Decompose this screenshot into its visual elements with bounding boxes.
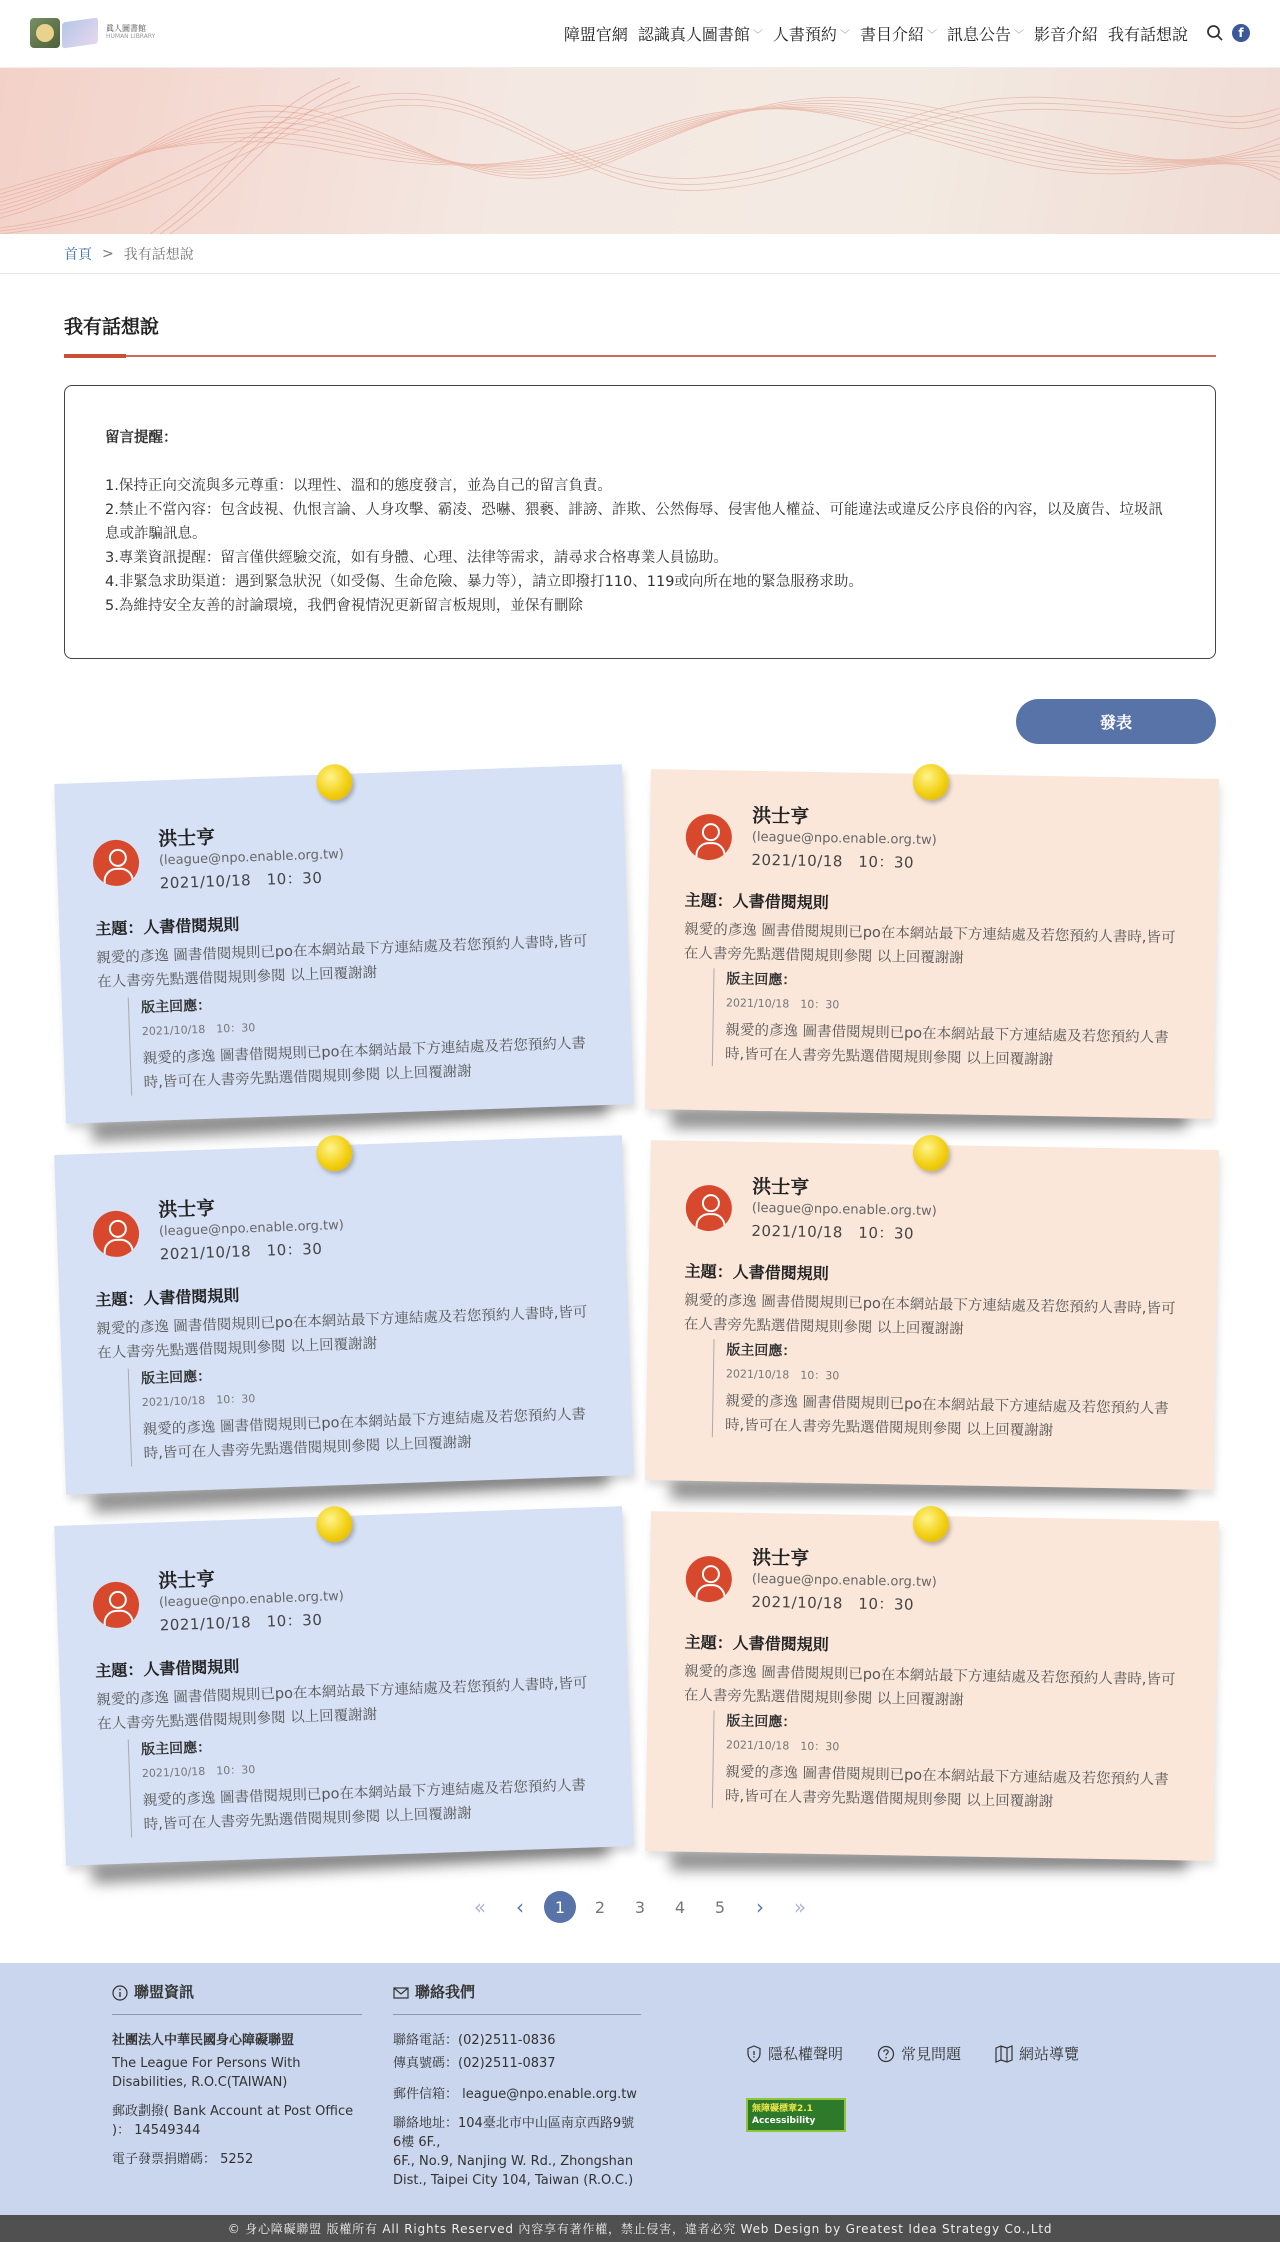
page-title-section — [64, 312, 1216, 357]
post-body: 親愛的彥逸 圖書借閱規則已po在本網站最下方連結處及若您預約人書時,皆可在人書旁先點選借閱規則參閱 以上回覆謝謝 — [96, 933, 588, 991]
poster-name: 洪士亨 — [157, 826, 216, 851]
banner-wave-graphic — [0, 68, 1280, 234]
site-logo[interactable] — [30, 14, 182, 52]
reply-date: 2021/10/18 10：30 — [725, 1738, 840, 1754]
reply-date: 2021/10/18 10：30 — [141, 1392, 256, 1410]
org-name-en: The League For Persons With Disabilities, R.O.C(TAIWAN) — [112, 2056, 301, 2090]
post-subject: 主題：人書借閱規則 — [94, 914, 240, 939]
breadcrumb-current: 我有話想說 — [123, 246, 194, 263]
notice-line: 4.非緊急求助渠道：遇到緊急狀況（如受傷、生命危險、暴力等），請立即撥打110、119或向所在地的緊急服務求助。 — [105, 574, 863, 590]
message-card — [54, 1135, 634, 1495]
nav-item-about[interactable]: 認識真人圖書館 ﹀ — [637, 25, 763, 44]
page-title: 我有話想說 — [64, 316, 160, 338]
post-subject: 主題：人書借閱規則 — [684, 1632, 829, 1655]
pushpin-icon — [316, 764, 353, 801]
nav-item-message-board[interactable]: 我有話想說 — [1107, 25, 1188, 44]
notice-line: 5.為維持安全友善的討論環境，我們會視情況更新留言板規則，並保有刪除 — [105, 598, 583, 614]
title-underline — [64, 355, 1216, 357]
reply-body: 親愛的彥逸 圖書借閱規則已po在本網站最下方連結處及若您預約人書時,皆可在人書旁先點選借閱規則參閱 以上回覆謝謝 — [724, 1022, 1169, 1069]
message-card — [54, 1506, 634, 1866]
pushpin-icon — [913, 1135, 950, 1172]
poster-email: (league@npo.enable.org.tw) — [751, 829, 937, 849]
moderator-reply — [712, 1710, 1186, 1816]
notice-title: 留言提醒： — [105, 430, 178, 446]
reply-date: 2021/10/18 10：30 — [725, 996, 840, 1012]
main-nav — [564, 22, 1188, 45]
reply-body: 親愛的彥逸 圖書借閱規則已po在本網站最下方連結處及若您預約人書時,皆可在人書旁先點選借閱規則參閱 以上回覆謝謝 — [724, 1393, 1169, 1440]
post-date: 2021/10/18 10：30 — [751, 850, 915, 872]
poster-name: 洪士亨 — [157, 1197, 216, 1222]
nav-item-news[interactable]: 訊息公告 ﹀ — [946, 25, 1024, 44]
moderator-reply — [712, 968, 1186, 1074]
poster-email: (league@npo.enable.org.tw) — [751, 1200, 937, 1220]
message-card — [645, 1140, 1219, 1490]
chevron-down-icon: ﹀ — [839, 30, 850, 41]
user-avatar-icon — [685, 814, 732, 861]
nav-item-official-site[interactable]: 障盟官網 — [563, 25, 628, 44]
post-body: 親愛的彥逸 圖書借閱規則已po在本網站最下方連結處及若您預約人書時,皆可在人書旁先點選借閱規則參閱 以上回覆謝謝 — [96, 1675, 588, 1733]
reply-date: 2021/10/18 10：30 — [141, 1021, 256, 1039]
nav-item-booking[interactable]: 人書預約 ﹀ — [772, 25, 850, 44]
post-date: 2021/10/18 10：30 — [751, 1592, 915, 1614]
post-body: 親愛的彥逸 圖書借閱規則已po在本網站最下方連結處及若您預約人書時,皆可在人書旁先點選借閱規則參閱 以上回覆謝謝 — [683, 1663, 1176, 1709]
info-icon — [112, 1985, 128, 2001]
chevron-down-icon: ﹀ — [926, 30, 937, 41]
moderator-reply — [128, 981, 603, 1095]
logo-text-cn: 眞人圖書館 — [106, 24, 146, 34]
moderator-reply — [128, 1352, 603, 1466]
page-number[interactable]: 4 — [674, 1897, 686, 1917]
user-avatar-icon — [92, 1581, 140, 1629]
reply-body: 親愛的彥逸 圖書借閱規則已po在本網站最下方連結處及若您預約人書時,皆可在人書旁先點選借閱規則參閱 以上回覆謝謝 — [142, 1777, 587, 1834]
next-page-icon[interactable]: › — [756, 1895, 764, 1919]
poster-email: (league@npo.enable.org.tw) — [158, 1217, 345, 1240]
contact-email[interactable]: 郵件信箱： league@npo.enable.org.tw — [393, 2087, 637, 2102]
reply-date: 2021/10/18 10：30 — [725, 1367, 840, 1383]
map-icon — [995, 2045, 1013, 2063]
contact-fax: 傳真號碼：(02)2511-0837 — [393, 2056, 556, 2071]
post-date: 2021/10/18 10：30 — [159, 1239, 323, 1264]
post-date: 2021/10/18 10：30 — [751, 1221, 915, 1243]
reply-body: 親愛的彥逸 圖書借閱規則已po在本網站最下方連結處及若您預約人書時,皆可在人書旁先點選借閱規則參閱 以上回覆謝謝 — [142, 1406, 587, 1463]
post-date: 2021/10/18 10：30 — [159, 868, 323, 893]
footer-links — [746, 2043, 1079, 2064]
notice-line: 3.專業資訊提醒：留言僅供經驗交流，如有身體、心理、法律等需求，請尋求合格專業人員協助。 — [105, 550, 728, 566]
org-name-cn: 社團法人中華民國身心障礙聯盟 — [112, 2033, 295, 2048]
post-body: 親愛的彥逸 圖書借閱規則已po在本網站最下方連結處及若您預約人書時,皆可在人書旁先點選借閱規則參閱 以上回覆謝謝 — [683, 921, 1176, 967]
faq-link[interactable]: 常見問題 — [877, 2043, 961, 2064]
poster-email: (league@npo.enable.org.tw) — [158, 846, 345, 869]
reply-label: 版主回應： — [140, 1739, 212, 1759]
page-number[interactable]: 1 — [544, 1891, 576, 1923]
post-date: 2021/10/18 10：30 — [159, 1610, 323, 1635]
reply-label: 版主回應： — [726, 1713, 797, 1731]
accessibility-badge[interactable]: 無障礙標章2.1 Accessibility — [746, 2098, 846, 2132]
logo-book-icon — [62, 17, 98, 48]
reply-body: 親愛的彥逸 圖書借閱規則已po在本網站最下方連結處及若您預約人書時,皆可在人書旁先點選借閱規則參閱 以上回覆謝謝 — [724, 1764, 1169, 1811]
site-header — [0, 0, 1280, 68]
footer-contact-heading: 聯絡我們 — [415, 1983, 476, 2001]
reply-label: 版主回應： — [726, 971, 797, 989]
reply-date: 2021/10/18 10：30 — [141, 1763, 256, 1781]
reply-body: 親愛的彥逸 圖書借閱規則已po在本網站最下方連結處及若您預約人書時,皆可在人書旁先點選借閱規則參閱 以上回覆謝謝 — [142, 1035, 587, 1092]
post-subject: 主題：人書借閱規則 — [94, 1285, 240, 1310]
post-message-button[interactable]: 發表 — [1016, 699, 1216, 744]
post-subject: 主題：人書借閱規則 — [684, 890, 829, 913]
page-number[interactable]: 2 — [594, 1897, 606, 1917]
invoice-code: 電子發票捐贈碼： 5252 — [112, 2152, 254, 2167]
contact-tel: 聯絡電話：(02)2511-0836 — [393, 2033, 556, 2048]
logo-text-en: HUMAN LIBRARY — [106, 33, 156, 41]
reply-label: 版主回應： — [726, 1342, 797, 1360]
poster-email: (league@npo.enable.org.tw) — [158, 1588, 345, 1611]
moderator-reply — [128, 1723, 603, 1837]
post-subject: 主題：人書借閱規則 — [684, 1261, 829, 1284]
pagination — [464, 1890, 816, 1924]
post-body: 親愛的彥逸 圖書借閱規則已po在本網站最下方連結處及若您預約人書時,皆可在人書旁先點選借閱規則參閱 以上回覆謝謝 — [96, 1304, 588, 1362]
sitemap-link[interactable]: 網站導覽 — [995, 2043, 1079, 2064]
nav-item-catalog[interactable]: 書目介紹 ﹀ — [859, 25, 937, 44]
logo-mark-icon — [30, 18, 60, 48]
poster-name: 洪士亨 — [752, 804, 810, 828]
pushpin-icon — [316, 1506, 353, 1543]
breadcrumb-separator: > — [102, 245, 114, 262]
poster-name: 洪士亨 — [752, 1175, 810, 1199]
contact-address-en: 6F., No.9, Nanjing W. Rd., Zhongshan Dist., Taipei City 104, Taiwan (R.O.C.) — [393, 2154, 634, 2188]
message-card — [645, 769, 1219, 1119]
user-avatar-icon — [92, 1210, 140, 1258]
page-number[interactable]: 5 — [714, 1897, 726, 1917]
chevron-down-icon: ﹀ — [1013, 30, 1024, 41]
page-number[interactable]: 3 — [634, 1897, 646, 1917]
shield-icon — [746, 2045, 762, 2063]
facebook-icon[interactable]: f — [1232, 24, 1250, 42]
reply-label: 版主回應： — [140, 1368, 212, 1388]
moderator-reply — [712, 1339, 1186, 1445]
question-icon — [877, 2045, 895, 2063]
copyright-bar: © 身心障礙聯盟 版權所有 All Rights Reserved 內容享有著作權，禁止侵害，違者必究 Web Design by Greatest Idea Strategy Co.,Ltd — [0, 2215, 1280, 2242]
footer-contact-column — [393, 1983, 641, 2190]
nav-item-videos[interactable]: 影音介紹 — [1033, 25, 1098, 44]
user-avatar-icon — [685, 1185, 732, 1232]
prev-page-icon[interactable]: ‹ — [516, 1895, 524, 1919]
message-card — [54, 764, 634, 1124]
breadcrumb — [0, 234, 1280, 274]
post-subject: 主題：人書借閱規則 — [94, 1656, 240, 1681]
notice-box — [64, 385, 1216, 659]
site-footer — [0, 1963, 1280, 2215]
footer-info-column — [112, 1983, 362, 2169]
poster-name: 洪士亨 — [157, 1568, 216, 1593]
post-body: 親愛的彥逸 圖書借閱規則已po在本網站最下方連結處及若您預約人書時,皆可在人書旁先點選借閱規則參閱 以上回覆謝謝 — [683, 1292, 1176, 1338]
message-card — [645, 1511, 1219, 1861]
contact-address-cn: 聯絡地址：104臺北市中山區南京西路9號6樓 6F., — [393, 2116, 635, 2150]
notice-line: 2.禁止不當內容：包含歧視、仇恨言論、人身攻擊、霸凌、恐嚇、猥褻、誹謗、詐欺、公然侮辱、侵害他人權益、可能違法或違反公序良俗的內容，以及廣告、垃圾訊息或詐騙訊息。 — [105, 502, 1163, 542]
poster-email: (league@npo.enable.org.tw) — [751, 1571, 937, 1591]
page-banner — [0, 68, 1280, 234]
privacy-link[interactable]: 隱私權聲明 — [746, 2043, 843, 2064]
last-page-icon[interactable]: » — [793, 1895, 807, 1919]
mail-icon — [393, 1986, 409, 2000]
first-page-icon[interactable]: « — [473, 1895, 487, 1919]
pushpin-icon — [913, 1506, 950, 1543]
user-avatar-icon — [685, 1556, 732, 1603]
footer-info-heading: 聯盟資訊 — [134, 1983, 195, 2001]
poster-name: 洪士亨 — [752, 1546, 810, 1570]
search-icon[interactable] — [1206, 24, 1224, 42]
breadcrumb-home[interactable]: 首頁 — [64, 246, 92, 263]
notice-line: 1.保持正向交流與多元尊重：以理性、溫和的態度發言，並為自己的留言負責。 — [105, 478, 612, 494]
reply-label: 版主回應： — [140, 997, 212, 1017]
chevron-down-icon: ﹀ — [752, 30, 763, 41]
bank-account: 郵政劃撥( Bank Account at Post Office )： 14549344 — [112, 2104, 354, 2138]
user-avatar-icon — [92, 839, 140, 887]
pushpin-icon — [913, 764, 950, 801]
pushpin-icon — [316, 1135, 353, 1172]
